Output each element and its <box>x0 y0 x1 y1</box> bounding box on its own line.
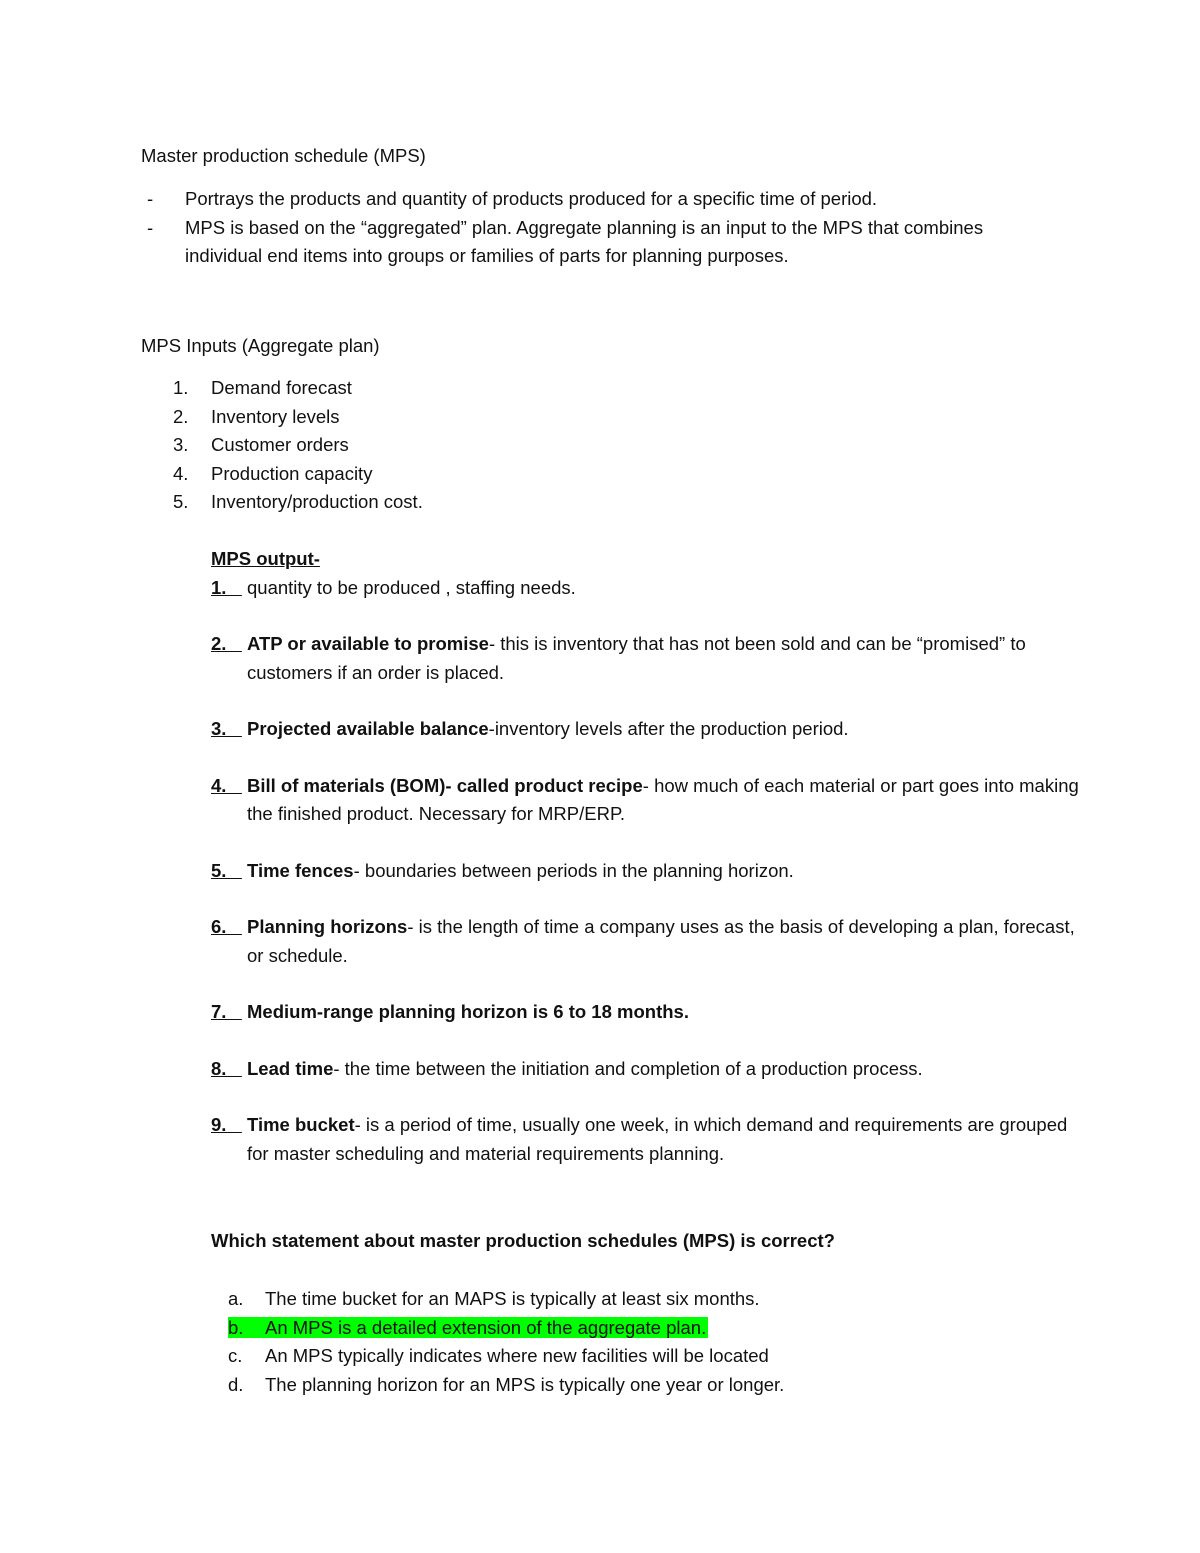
dash-marker: - <box>147 216 154 238</box>
item-number: 5. <box>173 491 189 512</box>
item-number: 9. <box>211 1114 242 1135</box>
item-number: 1. <box>211 576 242 598</box>
input-item <box>173 374 423 403</box>
item-text: - boundaries between periods in the planning horizon. <box>353 859 794 881</box>
input-item <box>173 431 423 460</box>
quiz-question: Which statement about master production schedules (MPS) is correct? <box>211 1230 835 1251</box>
option-text: The planning horizon for an MPS is typically one year or longer. <box>265 1373 785 1395</box>
option-letter: a. <box>228 1288 244 1309</box>
bullet-item <box>141 185 1061 214</box>
option-letter: d. <box>228 1373 244 1395</box>
output-item <box>211 574 1091 603</box>
item-number: 3. <box>211 718 242 739</box>
item-term: Time bucket <box>247 1114 355 1135</box>
item-text: - is a period of time, usually one week, in which demand and requirements are grouped for master scheduling and material requirements planning. <box>247 1114 1068 1164</box>
item-number: 2. <box>211 633 242 654</box>
item-number: 3. <box>173 434 189 455</box>
item-term: ATP or available to promise <box>247 633 489 654</box>
item-text: Production capacity <box>211 462 373 484</box>
item-text: quantity to be produced , staffing needs. <box>247 576 576 598</box>
item-term: Time fences <box>247 859 354 881</box>
output-item <box>211 1055 1091 1084</box>
inputs-heading: MPS Inputs (Aggregate plan) <box>141 335 380 356</box>
item-text: Inventory/production cost. <box>211 491 423 512</box>
item-term: Lead time <box>247 1057 334 1079</box>
answer-option <box>228 1371 784 1400</box>
input-item <box>173 488 423 517</box>
page-title: Master production schedule (MPS) <box>141 145 426 166</box>
item-number: 6. <box>211 916 242 937</box>
bullet-item <box>141 214 1061 271</box>
option-text: The time bucket for an MAPS is typically at least six months. <box>265 1288 760 1309</box>
bullet-text: MPS is based on the “aggregated” plan. Aggregate planning is an input to the MPS that combines individual end items into groups or families of parts for planning purposes. <box>185 216 984 266</box>
item-term: Planning horizons <box>247 916 408 937</box>
option-letter: c. <box>228 1345 243 1366</box>
answer-option <box>228 1342 784 1371</box>
output-item <box>211 998 1091 1027</box>
mps-bullet-list <box>141 185 1061 271</box>
input-item <box>173 460 423 489</box>
dash-marker: - <box>147 188 154 209</box>
item-number: 2. <box>173 405 189 427</box>
option-letter: b. <box>228 1316 244 1338</box>
item-text: -inventory levels after the production period. <box>488 718 849 739</box>
item-text: - is the length of time a company uses as the basis of developing a plan, forecast, or schedule. <box>247 916 1075 966</box>
output-item <box>211 772 1091 829</box>
item-number: 4. <box>173 462 189 484</box>
item-number: 5. <box>211 859 242 881</box>
item-number: 8. <box>211 1057 242 1079</box>
item-text: Customer orders <box>211 434 349 455</box>
answer-option-highlighted <box>228 1314 784 1343</box>
option-text: An MPS typically indicates where new facilities will be located <box>265 1345 769 1366</box>
item-text: Demand forecast <box>211 377 352 398</box>
item-number: 1. <box>173 377 189 398</box>
item-text: - how much of each material or part goes into making the finished product. Necessary for MRP/ERP. <box>247 774 1079 824</box>
inputs-list <box>173 374 423 517</box>
answer-option <box>228 1285 784 1314</box>
item-number: 4. <box>211 774 242 796</box>
output-item <box>211 857 1091 886</box>
item-text: - the time between the initiation and completion of a production process. <box>333 1057 923 1079</box>
output-item <box>211 715 1091 744</box>
item-number: 7. <box>211 1001 242 1022</box>
option-text: An MPS is a detailed extension of the aggregate plan. <box>265 1316 707 1338</box>
outputs-section <box>211 545 1091 1168</box>
bullet-text: Portrays the products and quantity of products produced for a specific time of period. <box>185 188 878 209</box>
item-text: Inventory levels <box>211 405 340 427</box>
item-text: - this is inventory that has not been sold and can be “promised” to customers if an order is placed. <box>247 633 1026 683</box>
output-item <box>211 913 1091 970</box>
output-item <box>211 1111 1091 1168</box>
highlight-mark <box>228 1317 708 1338</box>
answer-options <box>228 1285 784 1399</box>
output-item <box>211 630 1091 687</box>
input-item <box>173 403 423 432</box>
outputs-heading: MPS output- <box>211 548 320 569</box>
item-term: Medium-range planning horizon is 6 to 18 months. <box>247 1001 689 1022</box>
item-term: Projected available balance <box>247 718 489 739</box>
item-term: Bill of materials (BOM)- called product recipe <box>247 774 643 796</box>
